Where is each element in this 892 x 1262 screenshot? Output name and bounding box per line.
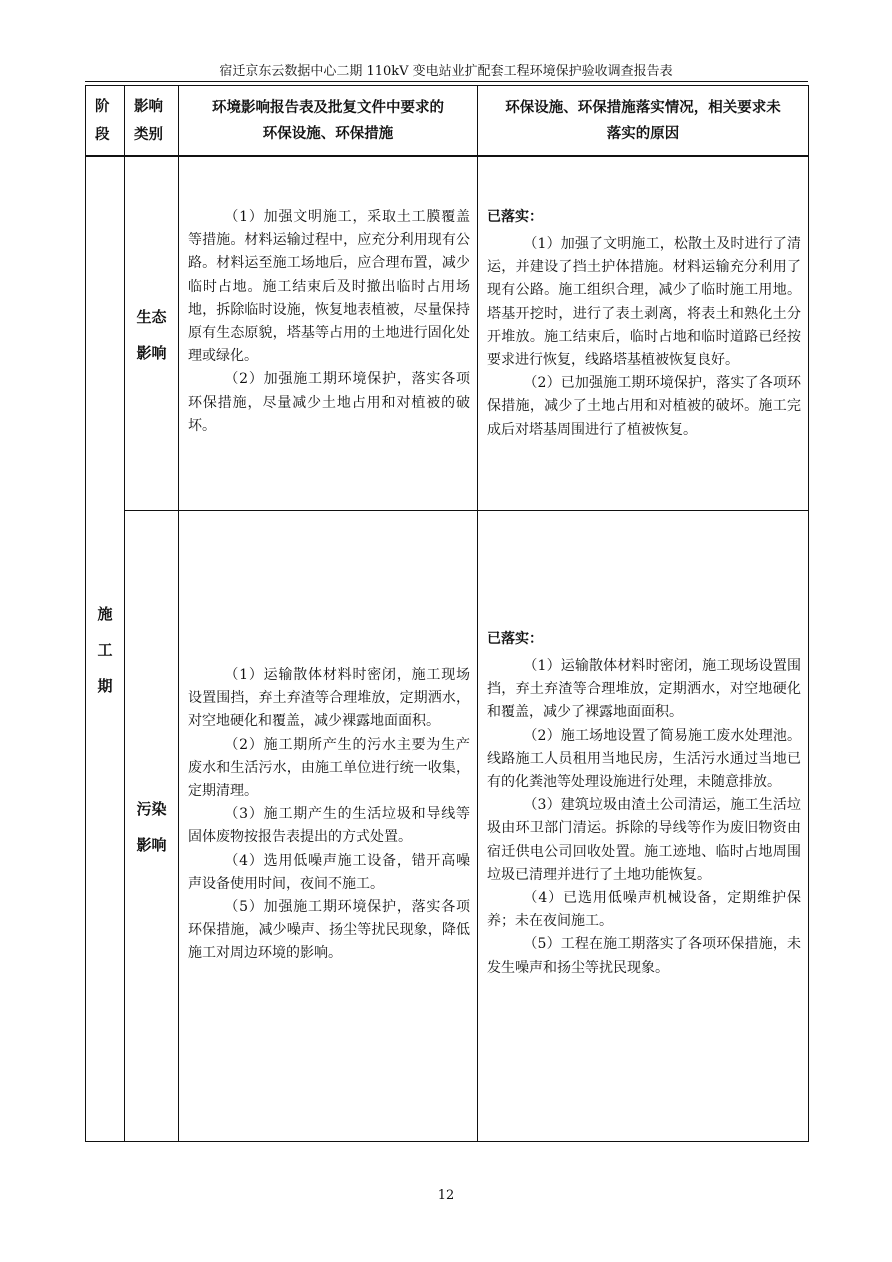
header-rule (85, 81, 808, 82)
header-impact-type (125, 86, 178, 155)
impact-type-line2: 影响 (136, 344, 167, 362)
stage-char: 工 (97, 641, 113, 659)
implemented-label: 已落实： (487, 631, 543, 647)
header-implementation (478, 86, 808, 155)
impact-type-line2: 影响 (136, 836, 167, 854)
header-stage-line2: 段 (95, 125, 110, 143)
page-number: 12 (437, 1188, 455, 1203)
impact-type-line1: 生态 (136, 308, 167, 326)
requirement-paragraph: （1）运输散体材料时密闭，施工现场设置围挡，弃土弃渣等合理堆放，定期洒水，对空地硬化和覆盖，减少裸露地面面积。 (188, 667, 470, 730)
requirement-paragraph: （5）加强施工期环境保护，落实各项环保措施，减少噪声、扬尘等扰民现象，降低施工对周边环境的影响。 (188, 899, 470, 962)
implementation-paragraph: （4）已选用低噪声机械设备，定期维护保养；未在夜间施工。 (487, 890, 801, 930)
header-implementation-line2: 落实的原因 (606, 124, 680, 142)
impact-type-line1: 污染 (136, 800, 167, 818)
pollution-implementation (478, 628, 808, 980)
implementation-paragraph: （2）已加强施工期环境保护，落实了各项环保措施，减少了土地占用和对植被的破坏。施工完成后对塔基周围进行了植被恢复。 (487, 375, 801, 438)
implementation-paragraph: （1）加强了文明施工，松散土及时进行了清运，并建设了挡土护体措施。材料运输充分利用了现有公路。施工组织合理，减少了临时施工用地。塔基开挖时，进行了表土剥离，将表土和熟化土分开堆放。施工结束后，临时占地和临时道路已经按要求进行恢复，线路塔基植被恢复良好。 (487, 236, 801, 369)
requirement-paragraph: （3）施工期产生的生活垃圾和导线等固体废物按报告表提出的方式处置。 (188, 806, 470, 846)
header-requirements-line1: 环境影响报告表及批复文件中要求的 (212, 98, 444, 116)
requirement-paragraph: （4）选用低噪声施工设备，错开高噪声设备使用时间，夜间不施工。 (188, 852, 470, 892)
column-divider-1 (124, 85, 125, 1142)
row-divider (125, 510, 809, 511)
requirement-paragraph: （1）加强文明施工，采取土工膜覆盖等措施。材料运输过程中，应充分利用现有公路。材料运至施工场地后，应合理布置，减少临时占地。施工结束后及时撤出临时占用场地，拆除临时设施，恢复地表植被，尽量保持原有生态原貌，塔基等占用的土地进行固化处理或绿化。 (188, 209, 470, 365)
requirement-paragraph: （2）施工期所产生的污水主要为生产废水和生活污水，由施工单位进行统一收集，定期清理。 (188, 736, 470, 800)
pollution-requirements (179, 664, 477, 966)
table-right-border (808, 85, 809, 1142)
table-bottom-border (85, 1141, 809, 1142)
implementation-paragraph: （2）施工场地设置了简易施工废水处理池。线路施工人员租用当地民房，生活污水通过当地已有的化粪池等处理设施进行处理，未随意排放。 (487, 727, 801, 791)
implementation-paragraph: （5）工程在施工期落实了各项环保措施，未发生噪声和扬尘等扰民现象。 (487, 936, 801, 976)
page-header: 宿迁京东云数据中心二期 110kV 变电站业扩配套工程环境保护验收调查报告表 (219, 64, 673, 79)
stage-construction (86, 596, 124, 706)
implementation-paragraph: （3）建筑垃圾由渣土公司清运，施工生活垃圾由环卫部门清运。拆除的导线等作为废旧物资由宿迁供电公司回收处置。施工迹地、临时占地周围垃圾已清理并进行了土地功能恢复。 (487, 797, 801, 883)
stage-char: 期 (97, 677, 113, 695)
header-requirements (179, 86, 477, 155)
header-bottom-border (85, 155, 809, 157)
impact-type-pollution (125, 791, 178, 871)
implemented-label: 已落实： (487, 209, 543, 225)
header-requirements-line2: 环保设施、环保措施 (262, 124, 394, 142)
header-stage-line1: 阶 (95, 97, 110, 115)
ecological-implementation (478, 206, 808, 442)
header-type-line1: 影响 (134, 97, 163, 115)
impact-type-ecological (125, 299, 178, 379)
ecological-requirements (179, 206, 477, 438)
header-stage (86, 86, 124, 155)
header-type-line2: 类别 (134, 125, 163, 143)
requirement-paragraph: （2）加强施工期环境保护，落实各项环保措施，尽量减少土地占用和对植被的破坏。 (188, 371, 470, 434)
stage-char: 施 (97, 605, 113, 623)
header-implementation-line1: 环保设施、环保措施落实情况，相关要求未 (505, 98, 781, 116)
implementation-paragraph: （1）运输散体材料时密闭，施工现场设置围挡，弃土弃渣等合理堆放，定期洒水，对空地硬化和覆盖，减少了裸露地面面积。 (487, 658, 801, 721)
